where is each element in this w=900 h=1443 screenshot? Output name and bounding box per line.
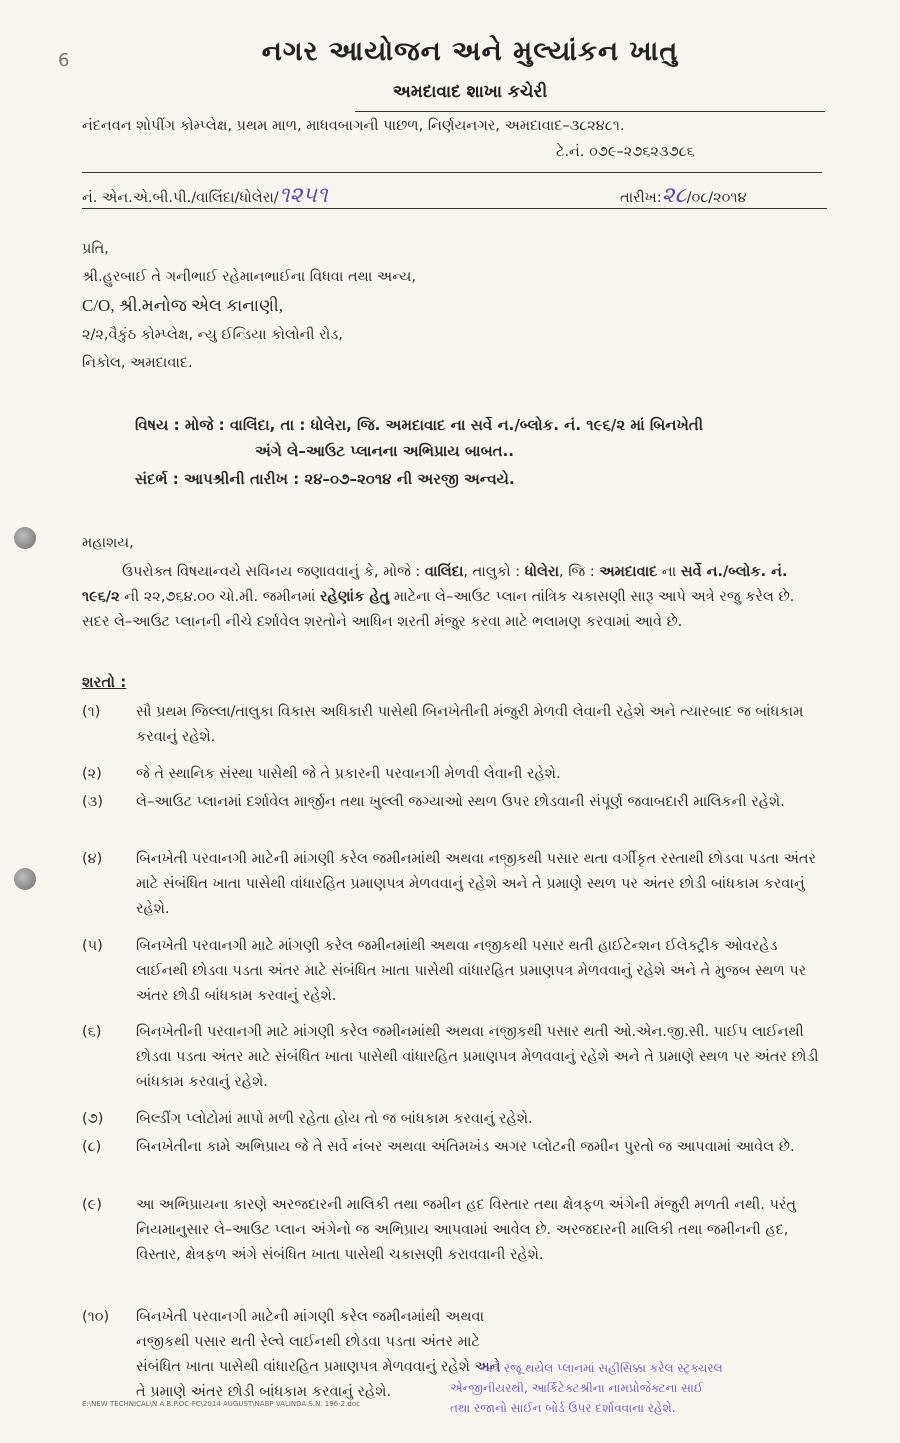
office-phone: ટે.નં. ૦૭૯–૨૭૬૨૩૭૮૬ xyxy=(556,144,695,160)
recipient-line3: ૨/૨,વૈકુંઠ કોમ્પ્લેક્ષ, ન્યુ ઈન્ડિયા કોલોની રોડ, xyxy=(82,327,343,343)
punch-hole-bottom xyxy=(14,868,36,890)
condition-text: બિલ્ડીંગ પ્લોટોમાં માપો મળી રહેતા હોય તો જ બાંધકામ કરવાનું રહેશે. xyxy=(136,1111,533,1127)
condition-text: બિનખેતીની પરવાનગી માટે માંગણી કરેલ જમીનમાંથી અથવા નજીકથી પસાર થતી ઓ.એન.જી.સી. પાઈપ લાઈનથી છોડવા પડતા અંતર માટે સંબંધિત ખાતા પાસેથી વાંધારહિત પ્રમાણપત્ર મેળવવાનું રહેશે અને તે પ્રમાણે સ્થળ પર અંતર છોડી બાંધકામ કરવાનું રહેશે. xyxy=(136,1024,819,1090)
condition-item xyxy=(82,1020,827,1095)
body-district: અમદાવાદ xyxy=(599,564,658,580)
subject-line2: અંગે લે–આઉટ પ્લાનના અભિપ્રાય બાબત.. xyxy=(255,442,514,460)
address-rule xyxy=(82,172,822,173)
condition-item xyxy=(82,934,827,1009)
condition-number: (૬) xyxy=(82,1024,102,1040)
punch-hole-top xyxy=(14,527,36,549)
body-purpose: રહેણાંક હેતુ xyxy=(320,589,390,605)
stamp-line2: એન્જીનીયરથી, આર્કિટેક્ટશ્રીના નામપ્રોજેક્ટના સાઈ xyxy=(450,1381,704,1395)
handwritten-stamp-note xyxy=(440,1358,830,1418)
condition-item xyxy=(82,790,827,815)
date-label: તારીખ: xyxy=(620,190,662,206)
condition-text: જે તે સ્થાનિક સંસ્થા પાસેથી જે તે પ્રકારની પરવાનગી મેળવી લેવાની રહેશે. xyxy=(136,766,561,782)
body-text-3: , જિ : xyxy=(559,564,600,580)
department-title: નગર આયોજન અને મુલ્યાંકન ખાતુ xyxy=(261,36,679,67)
salutation: મહાશય, xyxy=(82,535,134,551)
corner-mark: 6 xyxy=(58,50,70,71)
condition-number: (૯) xyxy=(82,1197,102,1213)
office-subtitle: અમદાવાદ શાખા કચેરી xyxy=(392,82,548,102)
condition-item xyxy=(82,700,827,750)
condition-number: (૪) xyxy=(82,851,103,867)
reference-handwritten-number: ૧૨૫૧ xyxy=(278,183,328,208)
subject-line1: વિષય : મોજે : વાલિંદા, તા : ધોલેરા, જિ. અમદાવાદ ના સર્વે ન./બ્લોક. નં. ૧૯૬/૨ માં બિનખેતી xyxy=(135,416,704,434)
conditions-heading: શરતો : xyxy=(82,673,127,691)
condition-number: (૭) xyxy=(82,1111,104,1127)
condition-number: (૮) xyxy=(82,1139,102,1155)
body-text-2: , તાલુકો : xyxy=(463,564,525,580)
condition-text: બિનખેતી પરવાનગી માટે માંગણી કરેલ જમીનમાંથી અથવા નજીકથી પસાર થતી હાઈટેન્શન ઈલેક્ટ્રીક ઓવરહેડ લાઈનથી છોડવા પડતા અંતર માટે સંબંધિત ખાતા પાસેથી વાંધારહિત પ્રમાણપત્ર મેળવવાનું રહેશે અને તે મુજબ સ્થળ પર અંતર છોડી બાંધકામ કરવાનું રહેશે. xyxy=(136,938,807,1004)
condition-number: (૧૦) xyxy=(82,1309,110,1325)
condition-item xyxy=(82,847,827,922)
body-survey-no: સર્વે ન./બ્લોક. નં. ૧૯૬/૨ xyxy=(82,564,788,605)
date-rest: /૦૮/૨૦૧૪ xyxy=(686,190,747,206)
body-text-5: ની ૨૨,૭૬૪.૦૦ ચો.મી. જમીનમાં xyxy=(119,589,321,605)
recipient-line4: નિકોલ, અમદાવાદ. xyxy=(82,355,193,371)
body-text-4: ના xyxy=(657,564,681,580)
date-handwritten-day: ૨૮ xyxy=(661,183,687,208)
body-taluka: ધોલેરા xyxy=(524,564,560,580)
subject-block xyxy=(135,412,825,464)
condition-text: લે–આઉટ પ્લાનમાં દર્શાવેલ માર્જીન તથા ખુલ્લી જગ્યાઓ સ્થળ ઉપર છોડવાની સંપૂર્ણ જવાબદારી માલિકની રહેશે. xyxy=(136,794,785,810)
body-text-1: ઉપરોક્ત વિષયાન્વયે સવિનય જણાવવાનું કે, મોજે : xyxy=(122,564,425,580)
condition-number: (૫) xyxy=(82,938,103,954)
condition-text: સૌ પ્રથમ જિલ્લા/તાલુકા વિકાસ અધિકારી પાસેથી બિનખેતીની મંજુરી મેળવી લેવાની રહેશે અને ત્યારબાદ જ બાંધકામ કરવાનું રહેશે. xyxy=(136,704,804,745)
condition-text: આ અભિપ્રાયના કારણે અરજદારની માલિકી તથા જમીન હદ વિસ્તાર તથા ક્ષેત્રફળ અંગેની મંજુરી મળતી નથી. પરંતુ નિયમાનુસાર લે–આઉટ પ્લાન અંગેનો જ અભિપ્રાય આપવામાં આવેલ છે. અરજદારની માલિકી તથા જમીનની હદ, વિસ્તાર, ક્ષેત્રફળ અંગે સંબંધિત ખાતા પાસેથી ચકાસણી કરાવવાની રહેશે. xyxy=(136,1197,796,1263)
reference-underline xyxy=(82,208,827,209)
reference-number xyxy=(82,183,328,208)
condition-number: (૩) xyxy=(82,794,103,810)
recipient-prati: પ્રતિ, xyxy=(82,241,109,257)
condition-number: (૧) xyxy=(82,704,101,720)
condition-text: બિનખેતીના કામે અભિપ્રાય જે તે સર્વે નંબર અથવા અંતિમખંડ અગર પ્લોટની જમીન પુરતો જ આપવામાં આવેલ છે. xyxy=(136,1139,795,1155)
reference-line: સંદર્ભ : આપશ્રીની તારીખ : ૨૪–૦૭–૨૦૧૪ ની અરજી અન્વયે. xyxy=(135,470,515,488)
condition-item xyxy=(82,762,827,787)
condition-text: બિનખેતી પરવાનગી માટેની માંગણી કરેલ જમીનમાંથી અથવા નજીકથી પસાર થતા વર્ગીકૃત રસ્તાથી છોડવા પડતા અંતર માટે સંબંધિત ખાતા પાસેથી વાંધારહિત પ્રમાણપત્ર મેળવવાનું રહેશે અને તે પ્રમાણે સ્થળ પર અંતર છોડી બાંધકામ કરવાનું રહેશે. xyxy=(136,851,817,917)
header-underline xyxy=(355,111,825,112)
letter-date xyxy=(620,183,746,208)
recipient-line1: શ્રી.હુરબાઈ તે ગનીભાઈ રહેમાનભાઈના વિધવા તથા અન્ય, xyxy=(82,269,416,285)
condition-item xyxy=(82,1107,827,1132)
body-paragraph xyxy=(82,560,822,635)
reference-prefix: નં. એન.એ.બી.પી./વાલિંદા/ધોલેરા/ xyxy=(82,190,279,206)
stamp-line3: તથા રજાનો સાઈન બોર્ડ ઉપર દર્શાવવાના રહેશે. xyxy=(450,1401,676,1415)
condition-number: (૨) xyxy=(82,766,102,782)
office-address: નંદનવન શોપીંગ કોમ્પ્લેક્ષ, પ્રથમ માળ, માધવબાગની પાછળ, નિર્ણયનગર, અમદાવાદ–૩૮૨૪૮૧. xyxy=(82,118,625,134)
condition-item xyxy=(82,1135,827,1160)
body-village: વાલિંદા xyxy=(424,564,464,580)
recipient-line2: C/O, શ્રી.મનોજ એલ કાનાણી, xyxy=(82,296,284,315)
condition-text: બિનખેતી પરવાનગી માટેની માંગણી કરેલ જમીનમાંથી અથવા નજીકથી પસાર થતી રેલ્વે લાઈનથી છોડવા પડતા અંતર માટે સંબંધિત ખાતા પાસેથી વાંધારહિત પ્રમાણપત્ર મેળવવાનું રહેશે અને તે પ્રમાણે અંતર છોડી બાંધકામ કરવાનું રહેશે. xyxy=(136,1309,501,1400)
condition-item xyxy=(82,1193,827,1268)
file-path-footer: E:\NEW TECHNICAL\N A.B.P.OC-FC\2014 AUGUST\NABP VALINDA S.N. 196-2.doc xyxy=(82,1400,360,1408)
stamp-line1: અત્રે રજૂ થયેલ પ્લાનમાં સહીસિક્કા કરેલ સ્ટ્રક્ચરલ xyxy=(480,1361,723,1375)
body-text-6: માટેના લે–આઉટ પ્લાન તાંત્રિક ચકાસણી સારૂ આપે અત્રે રજુ કરેલ છે. સદર લે–આઉટ પ્લાનની નીચે દર્શાવેલ શરતોને આધિન શરતી મંજુર કરવા માટે ભલામણ કરવામાં આવે છે. xyxy=(82,589,795,630)
